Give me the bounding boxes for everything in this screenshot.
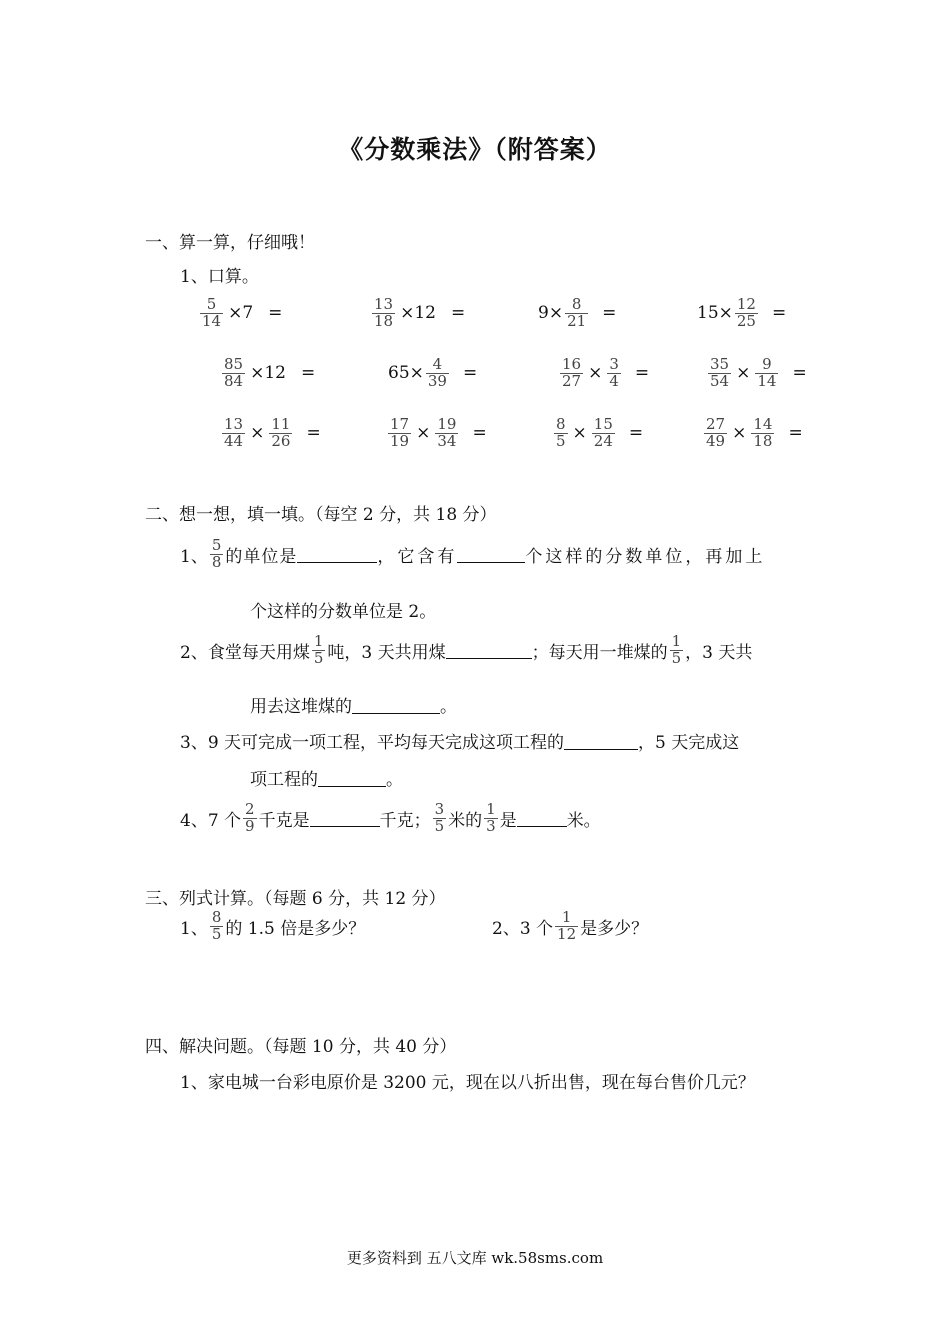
calc-expression	[370, 297, 465, 330]
calc-expression	[538, 297, 616, 330]
equals-sign: =	[450, 303, 466, 324]
fraction: $\frac{17}{19}$	[390, 415, 410, 450]
equals-sign: =	[300, 363, 316, 384]
fraction: $\frac{19}{34}$	[437, 415, 457, 450]
calc-prefix: 15×	[697, 303, 733, 324]
calc-operator: ×	[736, 363, 751, 384]
fraction: $\frac{4}{39}$	[427, 355, 447, 390]
equals-sign: =	[462, 363, 478, 384]
fraction: $\frac{5}{14}$	[202, 295, 222, 330]
calc-expression	[706, 357, 807, 390]
calc-expression	[702, 417, 803, 450]
answer-blank[interactable]	[297, 545, 377, 563]
footer-text: 更多资料到 五八文库 wk.58sms.com	[346, 1249, 604, 1267]
fraction: $\frac{3}{5}$	[434, 800, 445, 835]
answer-blank[interactable]	[318, 769, 386, 787]
section-4-heading: 四、解决问题。（每题 10 分，共 40 分）	[145, 1037, 457, 1057]
calc-expression	[558, 357, 649, 390]
answer-blank[interactable]	[352, 696, 440, 714]
answer-blank[interactable]	[310, 809, 380, 827]
question-3-2: 2、3 个 $\frac{1}{12}$ 是多少？	[492, 908, 649, 943]
question-2-3: 3、9 天可完成一项工程，平均每天完成这项工程的 ，5 天完成这	[180, 733, 740, 753]
calc-expression	[697, 297, 786, 330]
section-1-sub: 1、口算。	[180, 267, 259, 287]
calc-operator: ×	[572, 423, 587, 444]
calc-operator: ×12	[400, 303, 436, 324]
equals-sign: =	[788, 423, 803, 444]
equals-sign: =	[771, 303, 787, 324]
fraction: $\frac{16}{27}$	[562, 355, 582, 390]
calc-expression	[386, 417, 487, 450]
fraction: $\frac{1}{5}$	[671, 632, 682, 667]
answer-blank[interactable]	[564, 732, 638, 750]
fraction: $\frac{1}{5}$	[313, 632, 324, 667]
question-2-2: 2、食堂每天用煤 $\frac{1}{5}$ 吨，3 天共用煤 ；每天用一堆煤的 $\frac{1}{5}$ ，3 天共	[180, 632, 753, 667]
question-3-1: 1、 $\frac{8}{5}$ 的 1.5 倍是多少？	[180, 908, 366, 943]
fraction: $\frac{14}{18}$	[753, 415, 773, 450]
calc-prefix: 9×	[538, 303, 564, 324]
fraction: $\frac{5}{8}$	[211, 536, 222, 571]
question-2-4: 4、7 个 $\frac{2}{9}$ 千克是 千克； $\frac{3}{5}$ 米的 $\frac{1}{3}$ 是 米。	[180, 800, 601, 835]
calc-expression	[388, 357, 477, 390]
fraction: $\frac{15}{24}$	[593, 415, 613, 450]
question-4-1: 1、家电城一台彩电原价是 3200 元，现在以八折出售，现在每台售价几元？	[180, 1073, 755, 1093]
fraction: $\frac{9}{14}$	[757, 355, 777, 390]
fraction: $\frac{13}{44}$	[224, 415, 244, 450]
answer-blank[interactable]	[517, 809, 567, 827]
fraction: $\frac{11}{26}$	[271, 415, 291, 450]
question-2-2-line2: 用去这堆煤的 。	[250, 697, 457, 717]
question-2-3-line2: 项工程的 。	[250, 770, 403, 790]
equals-sign: =	[792, 363, 807, 384]
fraction: $\frac{85}{84}$	[224, 355, 244, 390]
calc-operator: ×	[732, 423, 747, 444]
calc-expression	[198, 297, 282, 330]
fraction: $\frac{8}{5}$	[556, 415, 566, 450]
section-3-heading: 三、列式计算。（每题 6 分，共 12 分）	[145, 889, 446, 909]
section-2-heading: 二、想一想，填一填。（每空 2 分，共 18 分）	[145, 505, 497, 525]
fraction: $\frac{2}{9}$	[245, 800, 255, 835]
question-2-1-line2: 个这样的分数单位是 2。	[250, 602, 437, 622]
calc-prefix: 65×	[388, 363, 424, 384]
calc-operator: ×7	[228, 303, 254, 324]
equals-sign: =	[628, 423, 644, 444]
answer-blank[interactable]	[446, 641, 532, 659]
fraction: $\frac{8}{5}$	[211, 908, 222, 943]
fraction: $\frac{8}{21}$	[567, 295, 587, 330]
calc-operator: ×12	[250, 363, 286, 384]
calc-operator: ×	[416, 423, 431, 444]
answer-blank[interactable]	[457, 545, 525, 563]
calc-operator: ×	[250, 423, 265, 444]
equals-sign: =	[306, 423, 321, 444]
equals-sign: =	[602, 303, 617, 324]
question-2-1: 1、 $\frac{5}{8}$ 的单位是 ，它含有 个这样的分数单位，再加上	[180, 536, 766, 571]
fraction: $\frac{27}{49}$	[706, 415, 726, 450]
calc-operator: ×	[588, 363, 603, 384]
equals-sign: =	[634, 363, 650, 384]
equals-sign: =	[268, 303, 283, 324]
equals-sign: =	[472, 423, 487, 444]
fraction: $\frac{13}{18}$	[374, 295, 394, 330]
calc-expression	[220, 417, 321, 450]
fraction: $\frac{3}{4}$	[609, 355, 619, 390]
calc-expression	[552, 417, 643, 450]
page-title: 《分数乘法》（附答案）	[338, 135, 612, 164]
section-1-heading: 一、算一算，仔细哦！	[145, 233, 315, 253]
fraction: $\frac{1}{3}$	[486, 800, 496, 835]
fraction: $\frac{35}{54}$	[710, 355, 730, 390]
fraction: $\frac{1}{12}$	[557, 908, 577, 943]
calc-expression	[220, 357, 315, 390]
fraction: $\frac{12}{25}$	[736, 295, 756, 330]
